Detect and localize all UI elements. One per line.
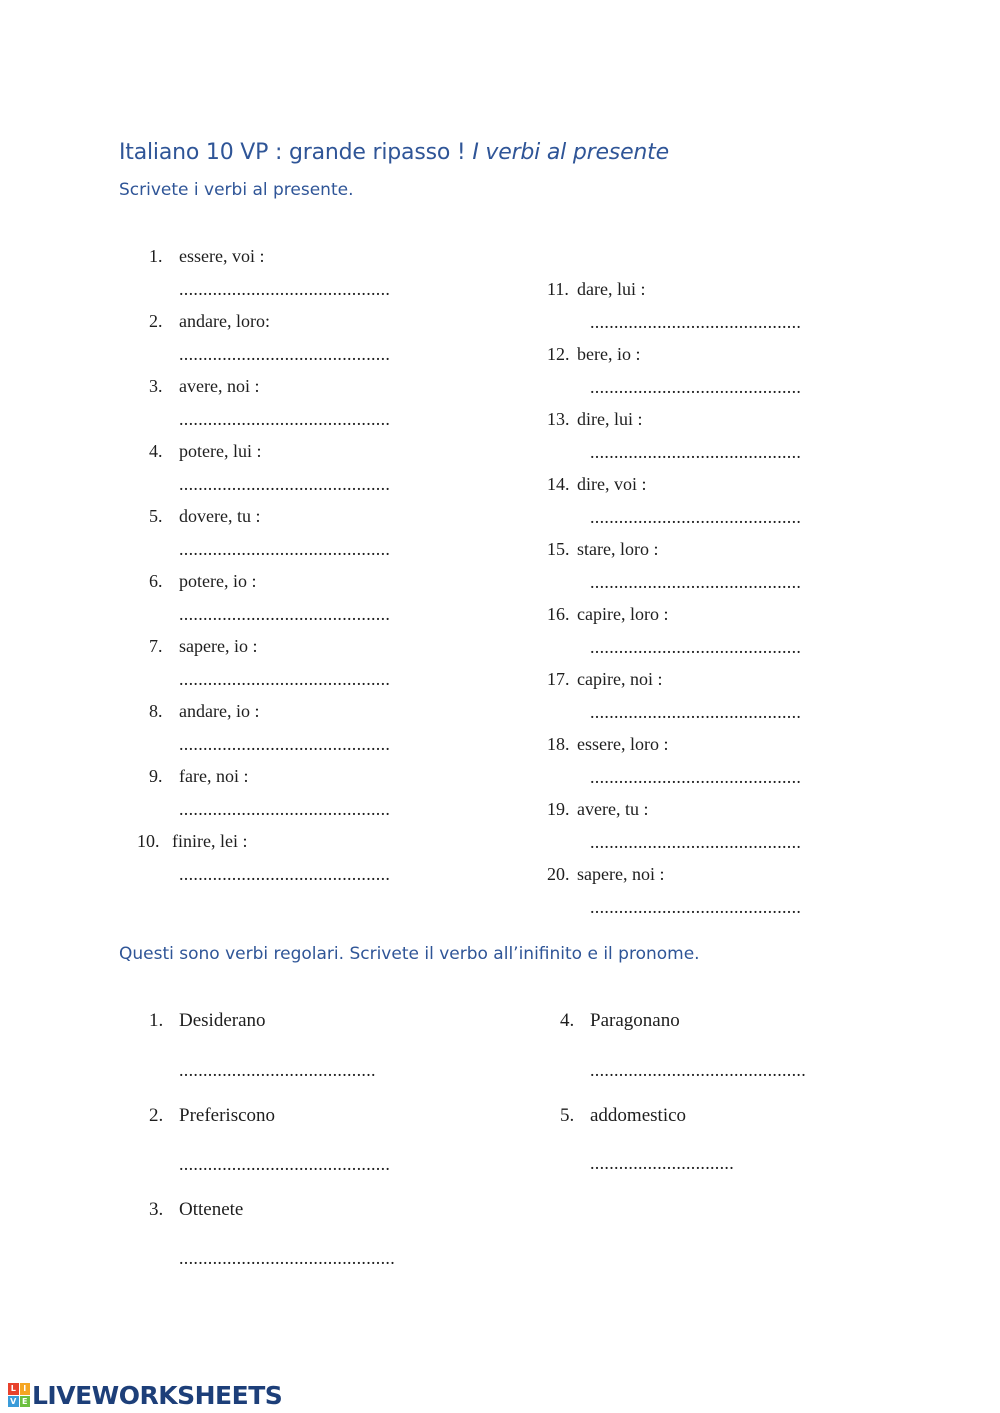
answer-blank[interactable]: ............................................	[179, 864, 391, 884]
answer-blank[interactable]: ............................................	[590, 377, 802, 397]
section2-instruction: Questi sono verbi regolari. Scrivete il verbo all’inifinito e il pronome.	[119, 944, 700, 964]
answer-blank[interactable]: ............................................	[179, 409, 391, 429]
logo-icon: L I V E	[8, 1383, 30, 1407]
list-item: 16. capire, loro :	[547, 604, 669, 624]
answer-blank[interactable]: ............................................	[590, 702, 802, 722]
answer-blank[interactable]: ............................................	[590, 572, 802, 592]
liveworksheets-logo	[8, 1381, 282, 1409]
list-item: 20. sapere, noi :	[547, 864, 665, 884]
answer-blank[interactable]: ............................................	[590, 832, 802, 852]
list-item: 19. avere, tu :	[547, 799, 649, 819]
answer-blank[interactable]: ............................................	[590, 312, 802, 332]
list-item: 2. Preferiscono	[149, 1105, 276, 1126]
list-item: 18. essere, loro :	[547, 734, 669, 754]
list-item: 13. dire, lui :	[547, 409, 643, 429]
answer-blank[interactable]: ............................................	[179, 1154, 391, 1174]
list-item: 6. potere, io :	[149, 571, 257, 591]
answer-blank[interactable]: ............................................	[179, 344, 391, 364]
answer-blank[interactable]: ............................................	[179, 279, 391, 299]
answer-blank[interactable]: ............................................	[179, 799, 391, 819]
answer-blank[interactable]: .............................................	[179, 1248, 395, 1268]
answer-blank[interactable]: ............................................	[590, 767, 802, 787]
list-item: 8. andare, io :	[149, 701, 260, 721]
list-item: 10. finire, lei :	[137, 831, 248, 851]
title-italic: I verbi al presente	[472, 140, 669, 165]
answer-blank[interactable]: ............................................	[590, 442, 802, 462]
list-item: 5. dovere, tu :	[149, 506, 261, 526]
list-item: 15. stare, loro :	[547, 539, 659, 559]
list-item: 7. sapere, io :	[149, 636, 258, 656]
list-item: 3. avere, noi :	[149, 376, 260, 396]
answer-blank[interactable]: ............................................	[590, 507, 802, 527]
list-item: 14. dire, voi :	[547, 474, 647, 494]
list-item: 11. dare, lui :	[547, 279, 646, 299]
list-item: 4. Paragonano	[560, 1010, 680, 1031]
answer-blank[interactable]: ..............................	[590, 1153, 734, 1173]
answer-blank[interactable]: .........................................	[179, 1060, 376, 1080]
list-item: 4. potere, lui :	[149, 441, 262, 461]
worksheet-title	[119, 140, 669, 165]
list-item: 2. andare, loro:	[149, 311, 270, 331]
list-item: 12. bere, io :	[547, 344, 641, 364]
answer-blank[interactable]: ............................................	[590, 897, 802, 917]
section1-instruction: Scrivete i verbi al presente.	[119, 180, 354, 200]
logo-text: LIVEWORKSHEETS	[32, 1380, 283, 1410]
answer-blank[interactable]: ............................................	[179, 604, 391, 624]
title-main: Italiano 10 VP : grande ripasso !	[119, 140, 473, 165]
answer-blank[interactable]: ............................................	[179, 669, 391, 689]
answer-blank[interactable]: ............................................	[179, 734, 391, 754]
answer-blank[interactable]: ............................................	[179, 474, 391, 494]
answer-blank[interactable]: ............................................	[179, 539, 391, 559]
list-item: 17. capire, noi :	[547, 669, 663, 689]
list-item: 9. fare, noi :	[149, 766, 249, 786]
list-item: 3. Ottenete	[149, 1199, 244, 1220]
answer-blank[interactable]: .............................................	[590, 1060, 806, 1080]
list-item: 1. Desiderano	[149, 1010, 266, 1031]
answer-blank[interactable]: ............................................	[590, 637, 802, 657]
list-item: 1. essere, voi :	[149, 246, 265, 266]
list-item: 5. addomestico	[560, 1105, 687, 1126]
